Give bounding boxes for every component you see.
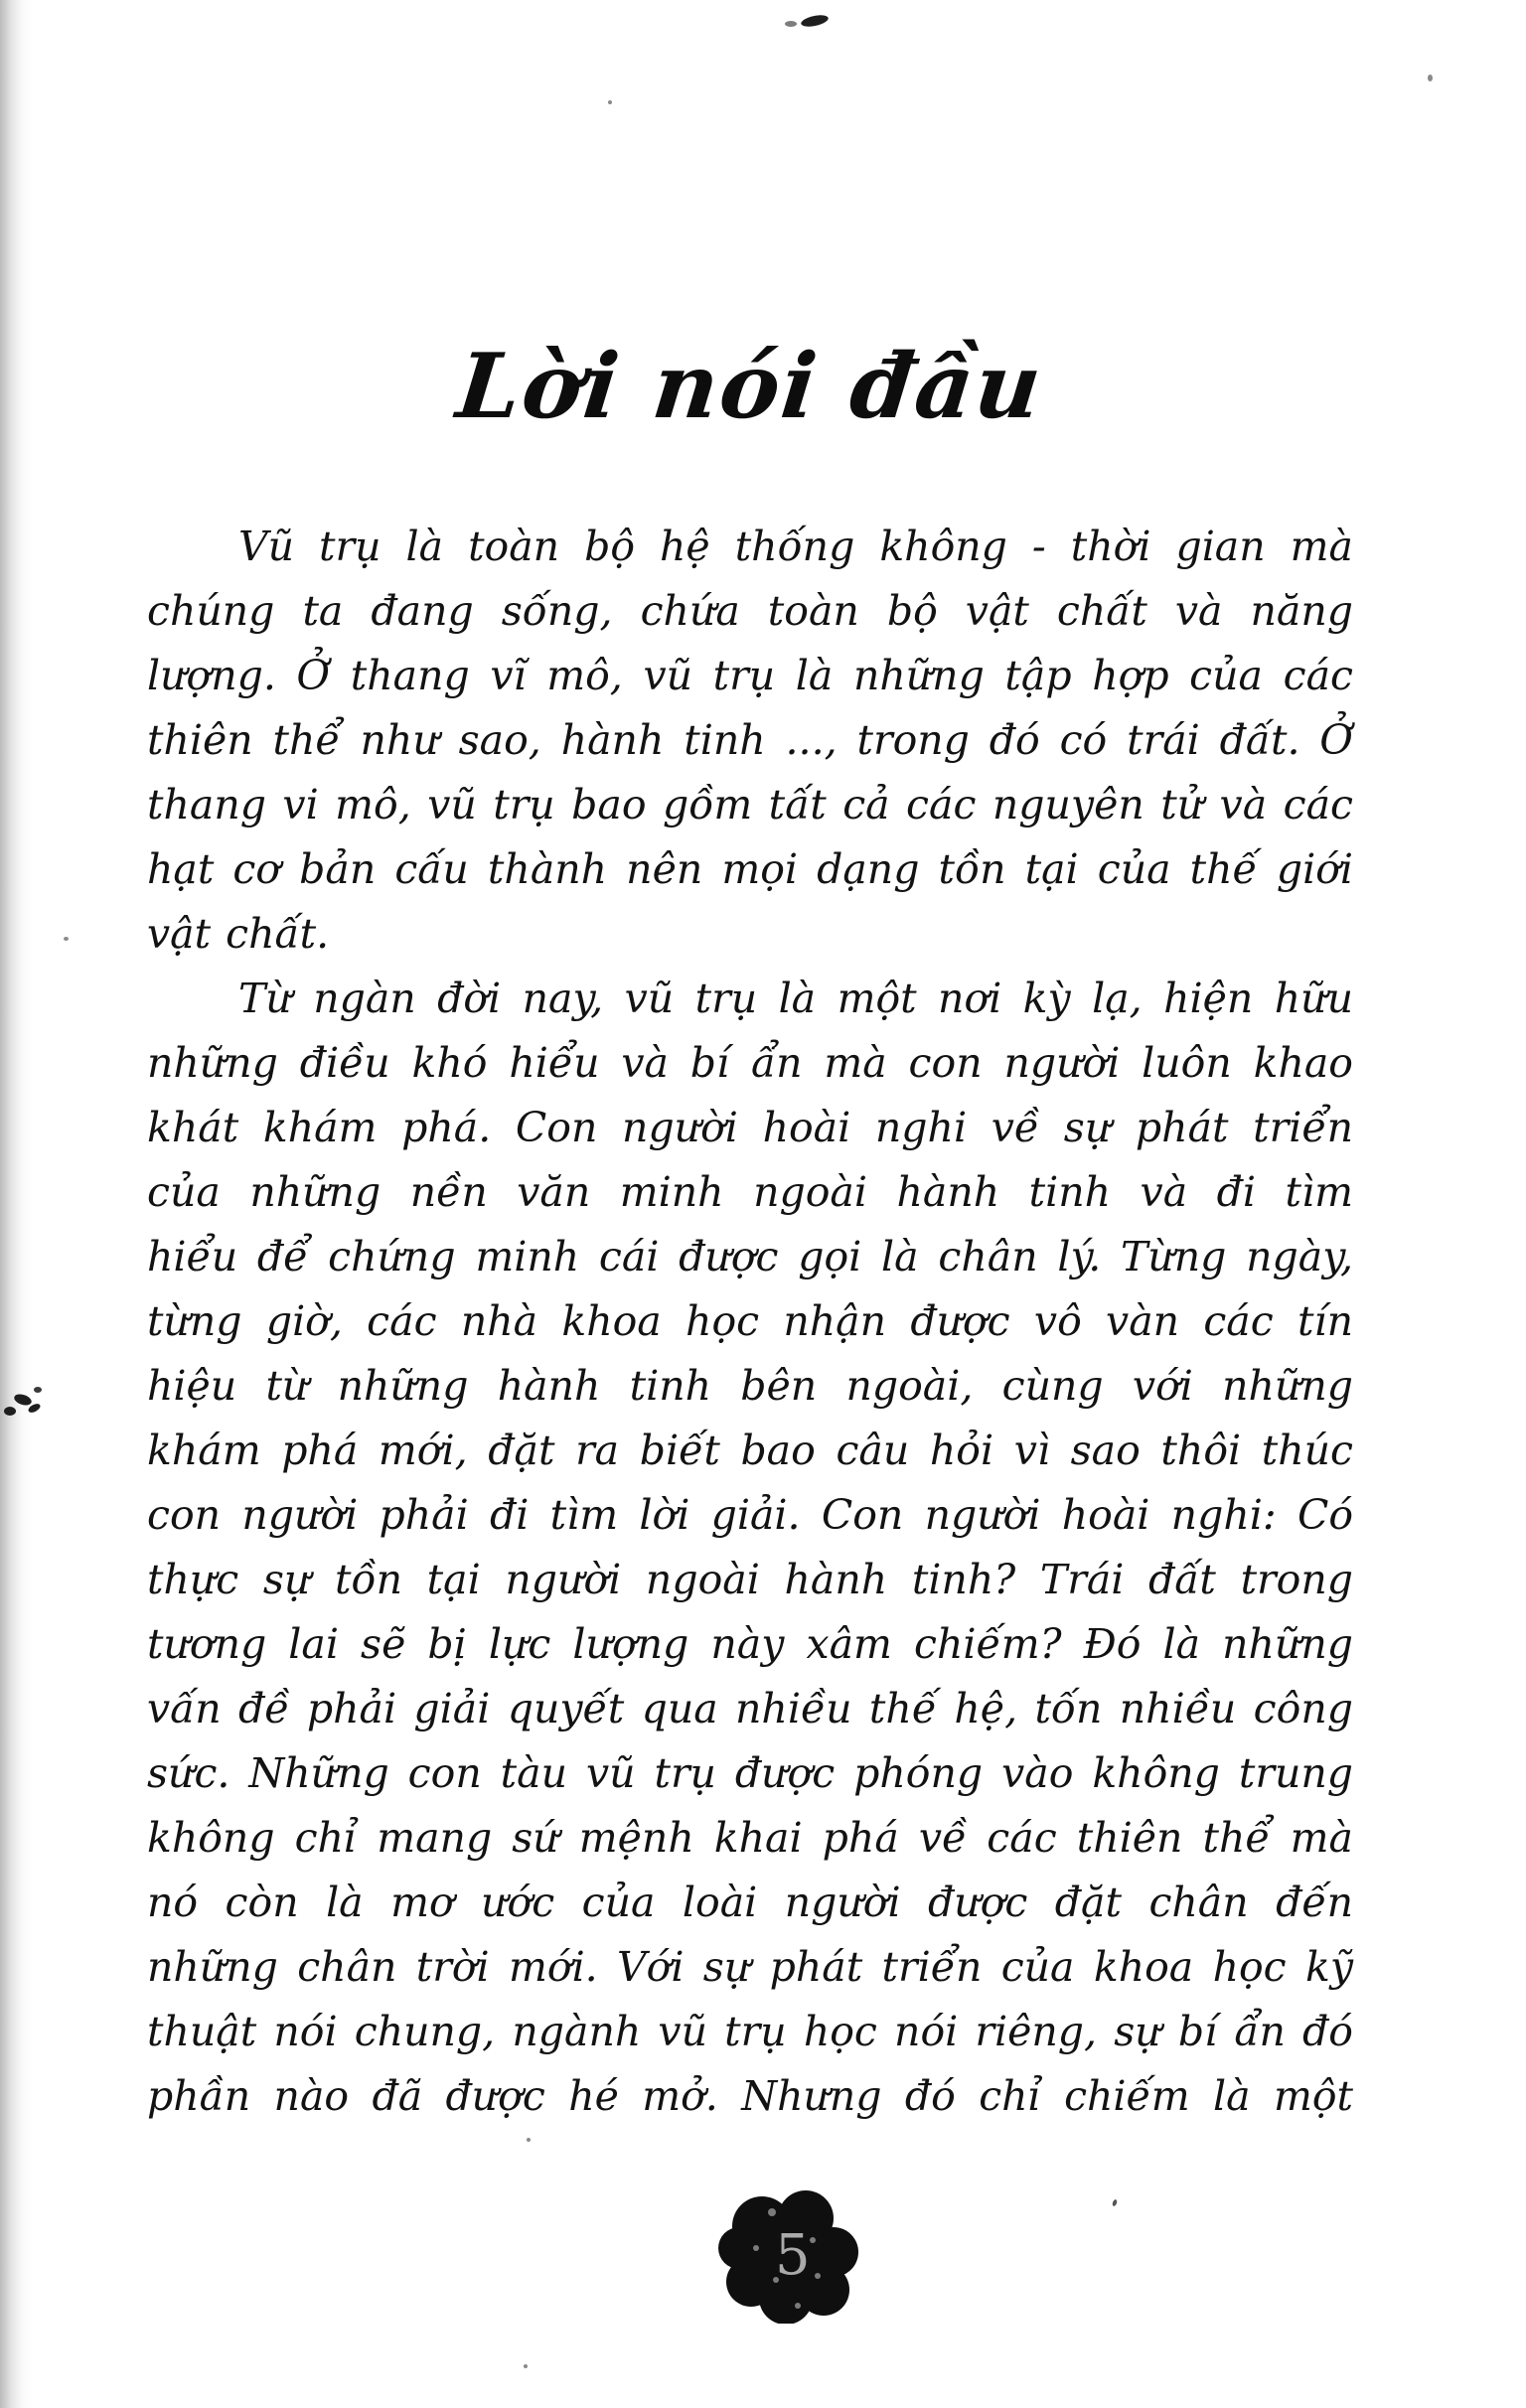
paragraph <box>147 515 1353 967</box>
text-line: vật chất. <box>147 910 330 958</box>
text-line: Từ ngàn đời nay, vũ trụ là một nơi kỳ lạ, hiện hữu <box>238 975 1353 1022</box>
page-number-ornament <box>718 2188 859 2324</box>
text-line: vấn đề phải giải quyết qua nhiều thế hệ, tốn nhiều công <box>147 1685 1353 1732</box>
scan-speck <box>64 937 69 941</box>
ink-mark-icon <box>4 1407 16 1416</box>
text-line: Vũ trụ là toàn bộ hệ thống không - thời gian mà <box>238 523 1353 570</box>
scan-speck <box>608 100 612 104</box>
text-line: của những nền văn minh ngoài hành tinh và đi tìm <box>147 1168 1353 1216</box>
text-line: chúng ta đang sống, chứa toàn bộ vật chất và năng <box>147 587 1353 635</box>
page-title: Lời nói đầu <box>452 334 1048 439</box>
text-line: những chân trời mới. Với sự phát triển của khoa học kỹ <box>147 1943 1353 1991</box>
scan-speck <box>524 2364 528 2368</box>
text-line: thiên thể như sao, hành tinh ..., trong đó có trái đất. Ở <box>147 716 1353 764</box>
ink-smudge-icon <box>785 21 797 27</box>
ink-mark-icon <box>34 1387 42 1393</box>
text-line: thang vi mô, vũ trụ bao gồm tất cả các nguyên tử và các <box>147 781 1353 828</box>
text-line: phần nào đã được hé mở. Nhưng đó chỉ chiếm là một <box>147 2072 1353 2120</box>
text-line: lượng. Ở thang vĩ mô, vũ trụ là những tập hợp của các <box>147 652 1353 699</box>
text-line: tương lai sẽ bị lực lượng này xâm chiếm? Đó là những <box>147 1620 1353 1668</box>
text-line: thuật nói chung, ngành vũ trụ học nói riêng, sự bí ẩn đó <box>147 2008 1353 2055</box>
text-line: sức. Những con tàu vũ trụ được phóng vào không trung <box>147 1749 1353 1797</box>
text-line: không chỉ mang sứ mệnh khai phá về các thiên thể mà <box>147 1814 1353 1862</box>
body-text <box>147 515 1353 2129</box>
text-line: hạt cơ bản cấu thành nên mọi dạng tồn tại của thế giới <box>147 845 1353 893</box>
ink-smudge-icon <box>800 13 829 29</box>
text-line: những điều khó hiểu và bí ẩn mà con người luôn khao <box>147 1039 1353 1087</box>
scan-speck <box>1112 2199 1118 2207</box>
text-line: hiểu để chứng minh cái được gọi là chân lý. Từng ngày, <box>147 1233 1353 1280</box>
page-number: 5 <box>775 2223 811 2288</box>
scan-speck <box>1428 75 1433 81</box>
text-line: nó còn là mơ ước của loài người được đặt chân đến <box>147 1879 1353 1926</box>
text-line: thực sự tồn tại người ngoài hành tinh? Trái đất trong <box>147 1556 1353 1603</box>
text-line: con người phải đi tìm lời giải. Con người hoài nghi: Có <box>147 1491 1353 1539</box>
text-line: hiệu từ những hành tinh bên ngoài, cùng với những <box>147 1362 1353 1410</box>
text-line: khám phá mới, đặt ra biết bao câu hỏi vì sao thôi thúc <box>147 1427 1353 1474</box>
text-line: từng giờ, các nhà khoa học nhận được vô vàn các tín <box>147 1297 1353 1345</box>
paragraph <box>147 967 1353 2129</box>
scan-speck <box>527 2138 531 2142</box>
text-line: khát khám phá. Con người hoài nghi về sự phát triển <box>147 1104 1353 1151</box>
